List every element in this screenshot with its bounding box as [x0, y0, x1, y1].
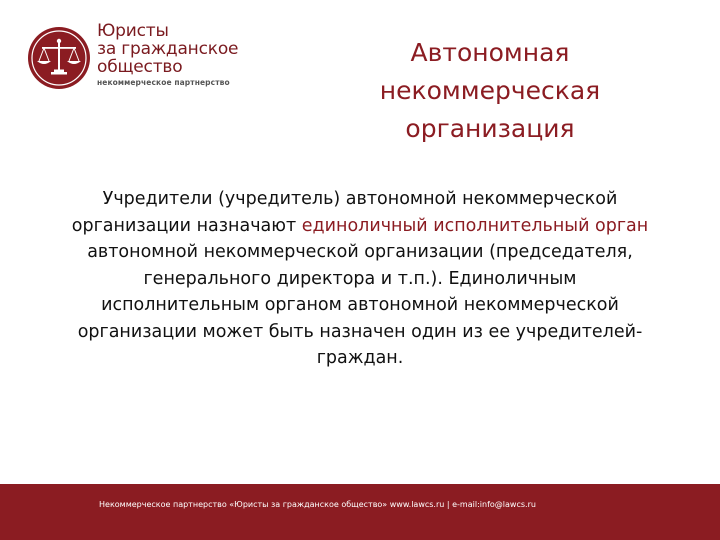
logo-line-1: Юристы [97, 21, 169, 41]
body-text-part-1: Учредители (учредитель) автономной некоммерческой организации назначают [71, 189, 618, 236]
title-line-1: Автономная [410, 38, 570, 67]
logo [27, 22, 277, 102]
footer-separator: | [446, 500, 450, 509]
body-paragraph [70, 186, 650, 372]
body-text-part-2: автономной некоммерческой организации (председателя, генерального директора и т.п.). Единоличным исполнительным органом автономной некоммерческой организации может быть назначен один из ее учредителей-граждан. [77, 242, 643, 368]
title-line-2: некоммерческая [379, 76, 601, 105]
logo-subtitle: некоммерческое партнерство [97, 78, 230, 87]
footer-text [99, 498, 536, 512]
title-line-3: организация [405, 114, 575, 143]
logo-text [97, 22, 238, 89]
scales-of-justice-icon [27, 26, 91, 90]
footer-email-link[interactable]: info@lawcs.ru [479, 500, 536, 509]
footer-bar [0, 484, 720, 540]
logo-line-2: за гражданское [97, 39, 239, 59]
footer-org: Некоммерческое партнерство «Юристы за гражданское общество» [99, 500, 388, 509]
footer-website-link[interactable]: www.lawcs.ru [389, 500, 445, 509]
slide-title [350, 34, 630, 148]
body-highlight: единоличный исполнительный орган [301, 215, 649, 236]
footer-contacts [390, 500, 536, 509]
logo-line-3: общество [97, 57, 183, 77]
footer-email-label: e-mail: [452, 500, 480, 509]
